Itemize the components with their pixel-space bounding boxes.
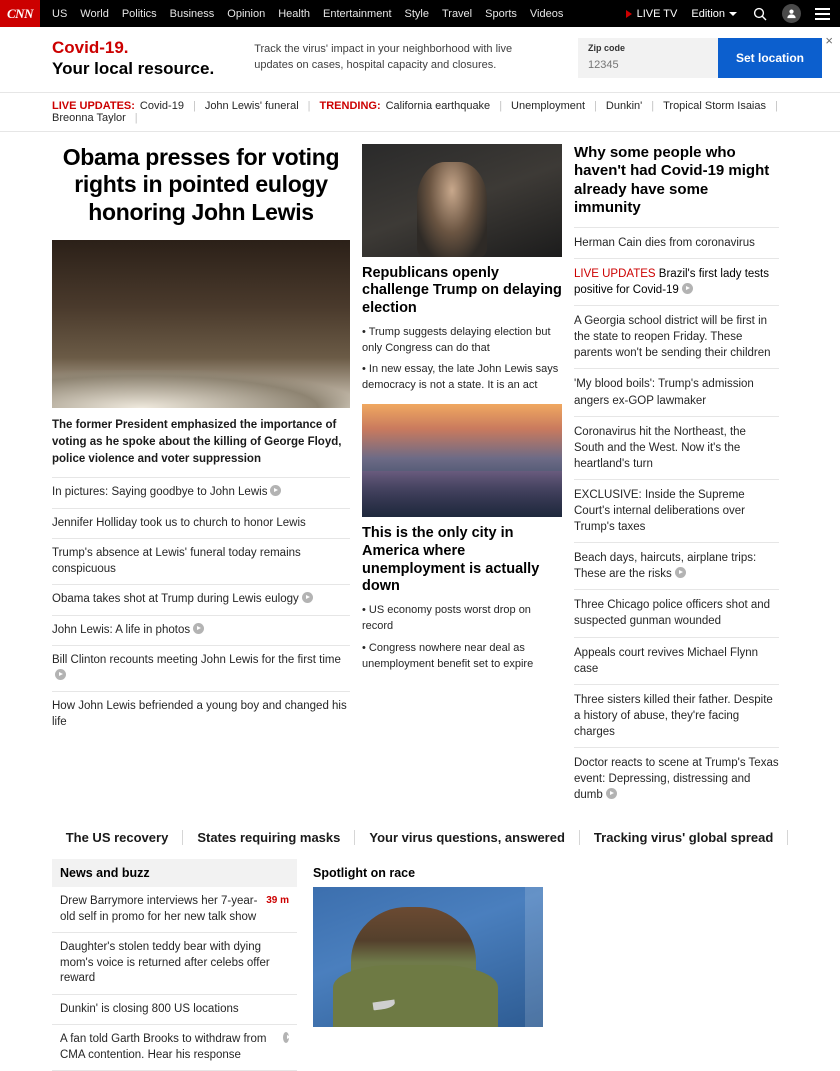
headline-text: Doctor reacts to scene at Trump's Texas event: Depressing, distressing and dumb bbox=[574, 757, 779, 802]
secondary-stories-column bbox=[362, 144, 562, 811]
tab-divider bbox=[787, 830, 788, 845]
edition-label: Edition bbox=[691, 7, 725, 20]
banner-title-line1: Covid-19. bbox=[52, 38, 129, 57]
item-text: Daughter's stolen teddy bear with dying mom's voice is returned after celebs offer reward bbox=[60, 941, 270, 985]
nav-item-us[interactable]: US bbox=[52, 7, 68, 20]
nav-item-entertainment[interactable]: Entertainment bbox=[323, 7, 392, 20]
chevron-down-icon bbox=[729, 12, 737, 16]
menu-icon[interactable] bbox=[815, 8, 830, 20]
image-edge-strip bbox=[525, 887, 543, 1027]
headline-text: Three Chicago police officers shot and suspected gunman wounded bbox=[574, 599, 771, 628]
ticker-item-covid[interactable]: Covid-19 bbox=[139, 99, 184, 112]
main-content bbox=[0, 132, 840, 811]
story-headline-republicans[interactable]: Republicans openly challenge Trump on delaying election bbox=[362, 264, 562, 316]
covid-section-tabs bbox=[0, 810, 840, 859]
cnn-logo[interactable]: CNN bbox=[0, 0, 40, 27]
list-item[interactable] bbox=[574, 637, 779, 684]
list-item[interactable] bbox=[574, 368, 779, 415]
item-text: Dunkin' is closing 800 US locations bbox=[60, 1002, 239, 1015]
play-triangle-icon bbox=[626, 10, 632, 18]
live-updates-label: LIVE UPDATES: bbox=[52, 99, 135, 112]
bullet-item[interactable]: • US economy posts worst drop on record bbox=[362, 604, 531, 632]
nav-item-videos[interactable]: Videos bbox=[529, 7, 564, 20]
lead-caption: The former President emphasized the importance of voting as he spoke about the killing of George Floyd, police violence and voter suppression bbox=[52, 419, 342, 465]
news-and-buzz-list bbox=[52, 887, 297, 1071]
ticker-divider: | bbox=[594, 99, 597, 112]
link-text: How John Lewis befriended a young boy and changed his life bbox=[52, 700, 347, 728]
headline-text: Herman Cain dies from coronavirus bbox=[574, 236, 755, 249]
nav-links bbox=[52, 8, 563, 20]
link-text: John Lewis: A life in photos bbox=[52, 623, 191, 636]
nav-item-sports[interactable]: Sports bbox=[485, 7, 517, 20]
nav-item-world[interactable]: World bbox=[80, 7, 109, 20]
ticker-item-dunkin[interactable]: Dunkin' bbox=[605, 99, 643, 112]
headlines-column bbox=[574, 144, 779, 811]
spotlight-on-race-panel bbox=[313, 859, 543, 1071]
item-text: A fan told Garth Brooks to withdraw from CMA contention. Hear his response bbox=[60, 1033, 267, 1061]
list-item[interactable] bbox=[52, 585, 350, 616]
ticker-divider: | bbox=[775, 99, 778, 112]
story-image-city[interactable] bbox=[362, 404, 562, 517]
link-text: Trump's absence at Lewis' funeral today remains conspicuous bbox=[52, 547, 301, 575]
list-item[interactable] bbox=[52, 478, 350, 509]
play-icon bbox=[606, 788, 617, 799]
ticker-item-tropical-storm-isaias[interactable]: Tropical Storm Isaias bbox=[663, 99, 766, 112]
nav-item-health[interactable]: Health bbox=[278, 7, 311, 20]
headline-text: A Georgia school district will be first in the state to reopen Friday. These parents won't be sending their children bbox=[574, 315, 771, 360]
trending-label: TRENDING: bbox=[319, 99, 381, 112]
play-icon bbox=[302, 592, 313, 603]
search-icon[interactable] bbox=[751, 5, 768, 22]
lead-related-links bbox=[52, 477, 350, 737]
nav-item-business[interactable]: Business bbox=[169, 7, 215, 20]
play-icon bbox=[55, 669, 66, 680]
list-item[interactable] bbox=[52, 616, 350, 647]
nav-item-travel[interactable]: Travel bbox=[441, 7, 473, 20]
ticker-item-john-lewis-funeral[interactable]: John Lewis' funeral bbox=[204, 99, 299, 112]
set-location-button[interactable]: Set location bbox=[718, 38, 822, 78]
ticker-divider: | bbox=[651, 99, 655, 112]
play-icon bbox=[283, 1032, 289, 1043]
news-and-buzz-title: News and buzz bbox=[52, 859, 297, 887]
headline-text: EXCLUSIVE: Inside the Supreme Court's internal deliberations over Trump's taxes bbox=[574, 488, 745, 534]
edition-selector[interactable] bbox=[691, 8, 737, 20]
nav-item-opinion[interactable]: Opinion bbox=[227, 7, 266, 20]
live-tv-label: LIVE TV bbox=[636, 7, 678, 20]
live-tv-button[interactable] bbox=[626, 8, 678, 20]
lead-story-column bbox=[52, 144, 350, 811]
zip-form bbox=[578, 38, 822, 78]
immunity-headline[interactable]: Why some people who haven't had Covid-19 might already have some immunity bbox=[574, 143, 770, 217]
list-item[interactable] bbox=[52, 509, 350, 540]
tab-us-recovery[interactable]: The US recovery bbox=[65, 830, 169, 846]
nav-item-style[interactable]: Style bbox=[404, 7, 429, 20]
list-item[interactable] bbox=[52, 539, 350, 585]
list-item[interactable] bbox=[574, 542, 779, 589]
top-navigation-bar bbox=[0, 0, 840, 27]
live-updates-tag: LIVE UPDATES bbox=[574, 267, 656, 280]
play-icon bbox=[682, 283, 693, 294]
ticker-divider: | bbox=[307, 99, 311, 112]
timestamp-badge: 39 m bbox=[266, 895, 289, 907]
play-icon bbox=[675, 567, 686, 578]
bullet-item[interactable]: • Trump suggests delaying election but only Congress can do that bbox=[362, 325, 551, 354]
list-item[interactable] bbox=[52, 1025, 297, 1071]
banner-description: Track the virus' impact in your neighborhood with live updates on cases, hospital capacity and closures. bbox=[254, 43, 513, 72]
ticker-item-california-earthquake[interactable]: California earthquake bbox=[385, 99, 491, 112]
banner-title-line2: Your local resource. bbox=[52, 59, 215, 79]
spotlight-image-shirt bbox=[333, 965, 498, 1027]
list-item[interactable] bbox=[574, 227, 779, 258]
link-text: In pictures: Saying goodbye to John Lewis bbox=[52, 486, 268, 499]
headline-text: Coronavirus hit the Northeast, the South and the West. Now it's the heartland's turn bbox=[574, 425, 746, 470]
ticker-item-breonna-taylor[interactable]: Breonna Taylor bbox=[52, 111, 126, 124]
play-icon bbox=[270, 485, 281, 496]
tab-global-spread[interactable]: Tracking virus' global spread bbox=[593, 830, 774, 846]
link-text: Jennifer Holliday took us to church to honor Lewis bbox=[52, 516, 306, 529]
lead-headline[interactable]: Obama presses for voting rights in pointed eulogy honoring John Lewis bbox=[62, 143, 340, 225]
bottom-section bbox=[0, 859, 840, 1071]
banner-title bbox=[52, 37, 214, 80]
list-item[interactable] bbox=[52, 933, 297, 995]
list-item[interactable] bbox=[52, 646, 350, 692]
tab-virus-questions[interactable]: Your virus questions, answered bbox=[369, 830, 565, 846]
play-icon bbox=[193, 623, 204, 634]
list-item[interactable] bbox=[574, 479, 779, 542]
story-image-graham[interactable] bbox=[362, 144, 562, 257]
list-item[interactable] bbox=[52, 995, 297, 1026]
list-item[interactable] bbox=[574, 305, 779, 368]
close-icon[interactable]: × bbox=[825, 33, 833, 48]
list-item[interactable] bbox=[574, 684, 779, 747]
bullet-item[interactable]: • In new essay, the late John Lewis says democracy is not a state. It is an act bbox=[362, 363, 559, 392]
spotlight-title: Spotlight on race bbox=[313, 866, 416, 881]
nav-right-group bbox=[626, 4, 830, 23]
nav-item-politics[interactable]: Politics bbox=[121, 7, 157, 20]
zip-code-label: Zip code bbox=[587, 43, 625, 54]
headline-text: Appeals court revives Michael Flynn case bbox=[574, 646, 759, 675]
story-bullets-unemployment bbox=[362, 603, 562, 673]
zip-code-input[interactable] bbox=[588, 59, 708, 71]
zip-input-wrapper[interactable] bbox=[578, 38, 718, 78]
covid-local-resource-banner bbox=[0, 27, 840, 93]
link-text: Bill Clinton recounts meeting John Lewis for the first time bbox=[52, 654, 341, 667]
breaking-news-ticker bbox=[0, 93, 840, 132]
ticker-divider: | bbox=[499, 99, 503, 112]
headline-text: 'My blood boils': Trump's admission angers ex-GOP lawmaker bbox=[574, 378, 754, 407]
headline-text: Brazil's first lady tests positive for Covid-19 bbox=[574, 267, 769, 297]
story-headline-unemployment[interactable]: This is the only city in America where unemployment is actually down bbox=[362, 525, 540, 595]
item-text: Drew Barrymore interviews her 7-year-old self in promo for her new talk show bbox=[60, 895, 258, 923]
list-item[interactable] bbox=[574, 589, 779, 636]
headline-text: Beach days, haircuts, airplane trips: These are the risks bbox=[574, 552, 757, 581]
ticker-divider: | bbox=[192, 99, 196, 112]
ticker-item-unemployment[interactable]: Unemployment bbox=[511, 99, 586, 112]
tab-states-requiring-masks[interactable]: States requiring masks bbox=[197, 830, 341, 846]
headline-text: Three sisters killed their father. Despite a history of abuse, they're facing charges bbox=[574, 693, 773, 738]
lead-story-image[interactable] bbox=[52, 240, 350, 408]
list-item[interactable] bbox=[52, 692, 350, 737]
spotlight-image[interactable] bbox=[313, 887, 543, 1027]
story-bullets-republicans bbox=[362, 325, 562, 395]
list-item[interactable] bbox=[52, 887, 297, 933]
list-item[interactable] bbox=[574, 416, 779, 479]
ticker-divider: | bbox=[134, 111, 138, 124]
link-text: Obama takes shot at Trump during Lewis eulogy bbox=[52, 593, 299, 606]
bullet-item[interactable]: • Congress nowhere near deal as unemployment benefit set to expire bbox=[362, 641, 534, 670]
user-account-icon[interactable] bbox=[782, 4, 801, 23]
news-and-buzz-panel bbox=[52, 859, 297, 1071]
list-item[interactable] bbox=[574, 747, 779, 810]
list-item[interactable] bbox=[574, 258, 779, 305]
headline-list bbox=[574, 227, 779, 810]
